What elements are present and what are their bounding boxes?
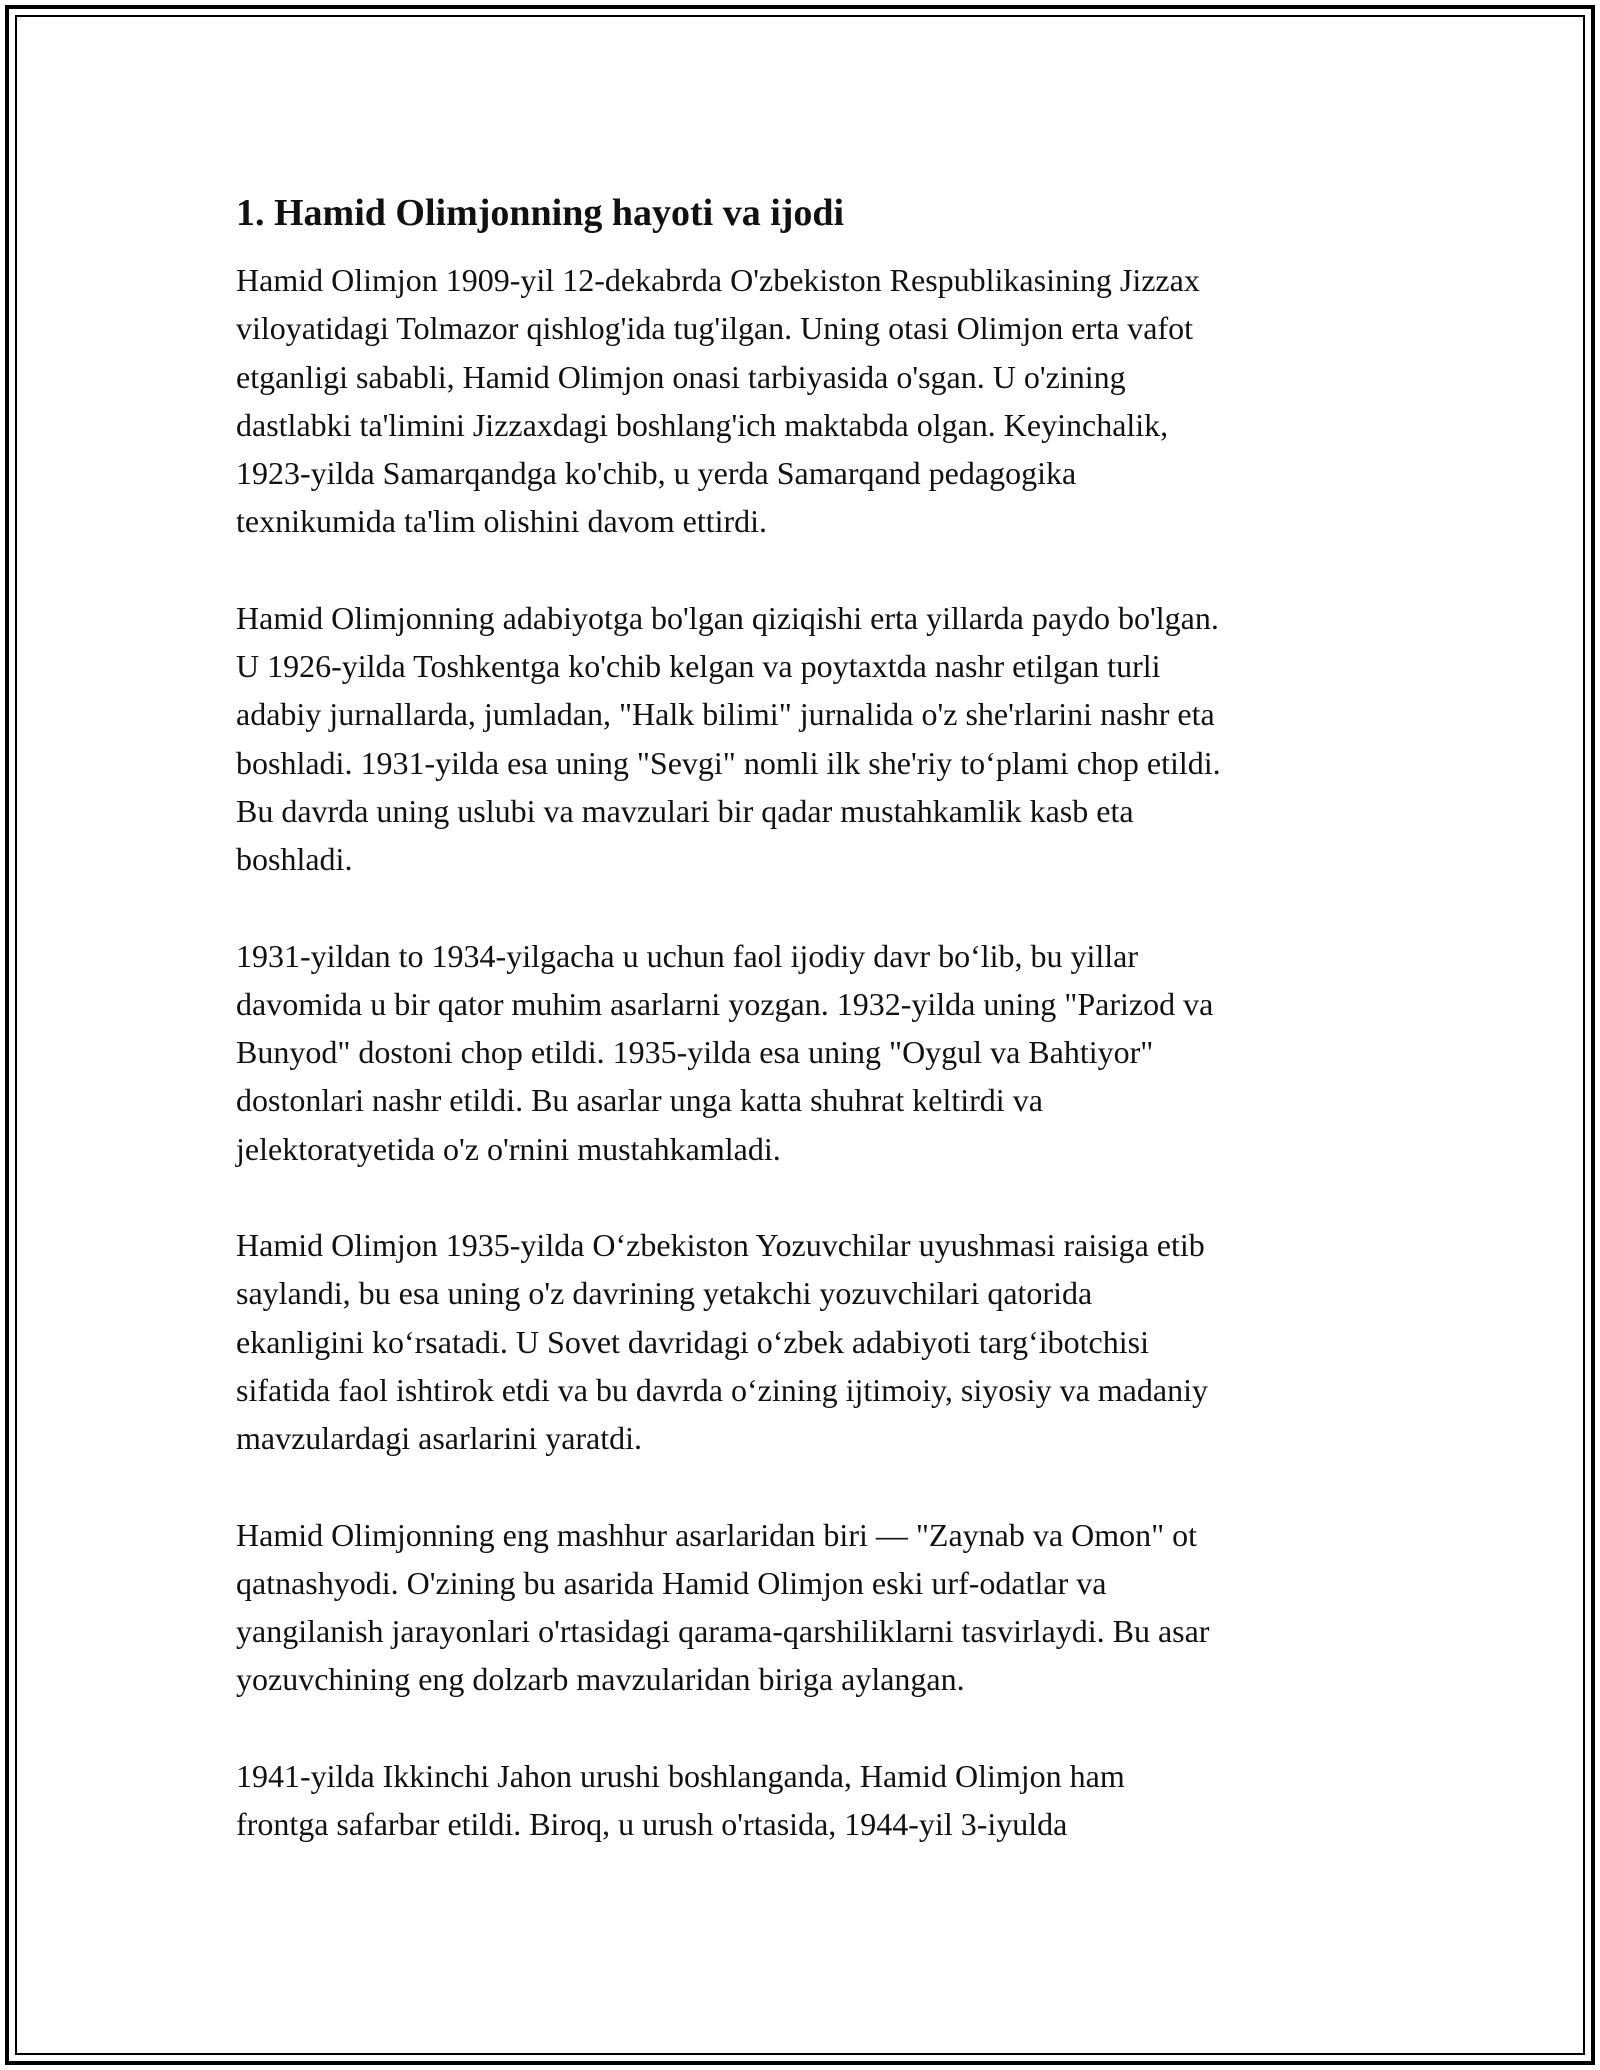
paragraph-5: Hamid Olimjonning eng mashhur asarlaridan biri — "Zaynab va Omon" ot qatnashyodi. O'zining bu asarida Hamid Olimjon eski urf-odatlar va yangilanish jarayonlari o'rtasidagi qarama-qarshiliklarni tasvirlaydi. Bu asar yozuvchining eng dolzarb mavzularidan biriga aylangan. <box>236 1516 1210 1698</box>
document-body <box>236 190 1376 1896</box>
paragraph-6: 1941-yilda Ikkinchi Jahon urushi boshlanganda, Hamid Olimjon ham frontga safarbar etildi. Biroq, u urush o'rtasida, 1944-yil 3-iyulda <box>236 1757 1125 1843</box>
paragraph-4: Hamid Olimjon 1935-yilda Oʻzbekiston Yozuvchilar uyushmasi raisiga etib saylandi, bu esa uning o'z davrining yetakchi yozuvchilari qatorida ekanligini koʻrsatadi. U Sovet davridagi oʻzbek adabiyoti targʻibotchisi sifatida faol ishtirok etdi va bu davrda oʻzining ijtimoiy, siyosiy va madaniy mavzulardagi asarlarini yaratdi. <box>236 1227 1208 1457</box>
paragraph-3: 1931-yildan to 1934-yilgacha u uchun faol ijodiy davr boʻlib, bu yillar davomida u bir qator muhim asarlarni yozgan. 1932-yilda uning "Parizod va Bunyod" dostoni chop etildi. 1935-yilda esa uning "Oygul va Bahtiyor" dostonlari nashr etildi. Bu asarlar unga katta shuhrat keltirdi va jelektoratyetida o'z o'rnini mustahkamladi. <box>236 937 1214 1167</box>
paragraph-2: Hamid Olimjonning adabiyotga bo'lgan qiziqishi erta yillarda paydo bo'lgan. U 1926-yilda Toshkentga ko'chib kelgan va poytaxtda nashr etilgan turli adabiy jurnallarda, jumladan, "Halk bilimi" jurnalida o'z she'rlarini nashr eta boshladi. 1931-yilda esa uning "Sevgi" nomli ilk she'riy toʻplami chop etildi. Bu davrda uning uslubi va mavzulari bir qadar mustahkamlik kasb eta boshladi. <box>236 599 1221 878</box>
section-title: 1. Hamid Olimjonning hayoti va ijodi <box>236 192 845 234</box>
paragraph-1: Hamid Olimjon 1909-yil 12-dekabrda O'zbekiston Respublikasining Jizzax viloyatidagi Tolmazor qishlog'ida tug'ilgan. Uning otasi Olimjon erta vafot etganligi sababli, Hamid Olimjon onasi tarbiyasida o'sgan. U o'zining dastlabki ta'limini Jizzaxdagi boshlang'ich maktabda olgan. Keyinchalik, 1923-yilda Samarqandga ko'chib, u yerda Samarqand pedagogika texnikumida ta'lim olishini davom ettirdi. <box>236 262 1200 540</box>
